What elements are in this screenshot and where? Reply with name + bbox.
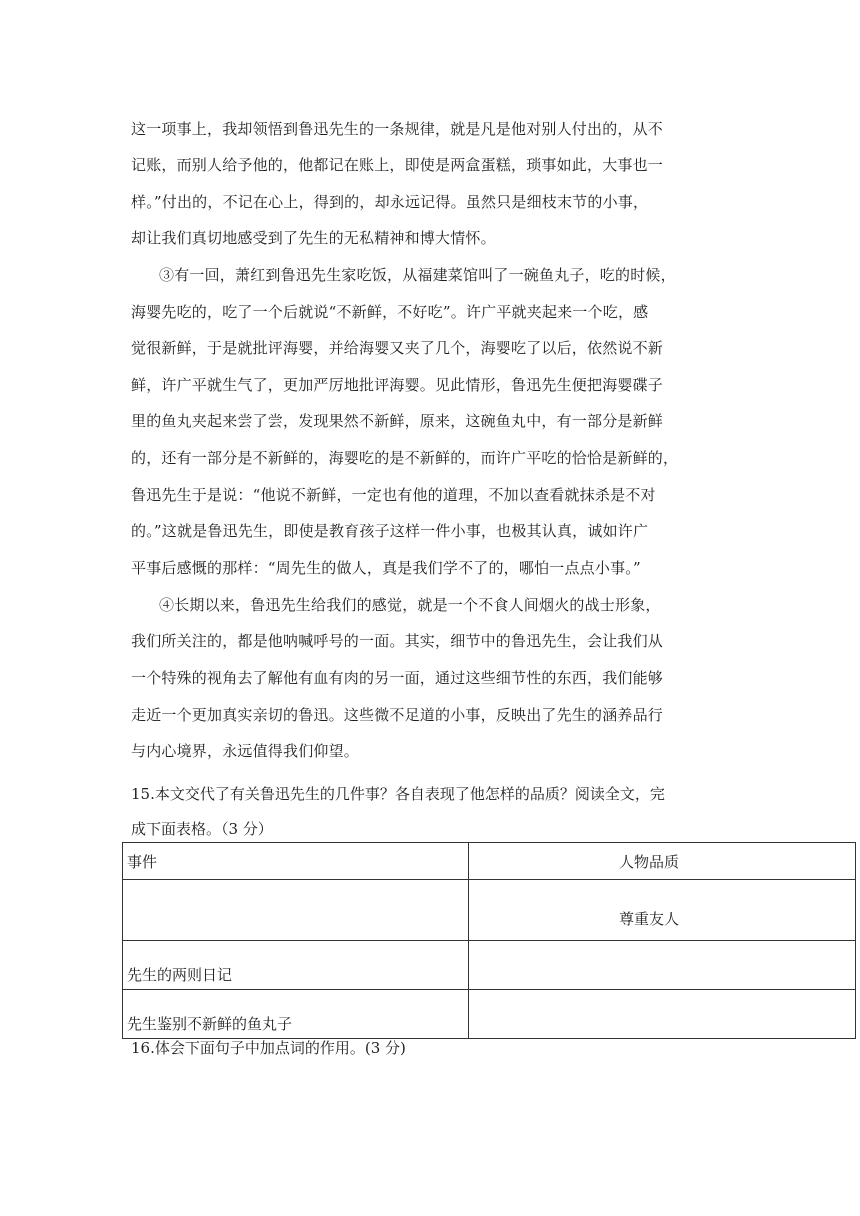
paragraph-line: 样。”付出的，不记在心上，得到的，却永远记得。虽然只是细枝末节的小事，	[131, 193, 649, 211]
paragraph-line: 的，还有一部分是不新鲜的，海婴吃的是不新鲜的，而许广平吃的恰恰是新鲜的，	[131, 449, 679, 467]
paragraph-line: 走近一个更加真实亲切的鲁迅。这些微不足道的小事，反映出了先生的涵养品行	[131, 706, 664, 724]
paragraph-line: 与内心境界，永远值得我们仰望。	[131, 742, 360, 760]
paragraph-line: 一个特殊的视角去了解他有血有肉的另一面，通过这些细节性的东西，我们能够	[131, 669, 664, 687]
paragraph-line: 觉很新鲜，于是就批评海婴，并给海婴又夹了几个，海婴吃了以后，依然说不新	[131, 339, 664, 357]
paragraph-line: 里的鱼丸夹起来尝了尝，发现果然不新鲜，原来，这碗鱼丸中，有一部分是新鲜	[131, 412, 664, 430]
paragraph-line: 记账，而别人给予他的，他都记在账上，即使是两盒蛋糕，琐事如此，大事也一	[131, 156, 664, 174]
paragraph-line: 海婴先吃的，吃了一个后就说“不新鲜，不好吃”。许广平就夹起来一个吃，感	[131, 303, 649, 321]
quality-cell[interactable]	[469, 941, 856, 990]
paragraph-line: 我们所关注的，都是他呐喊呼号的一面。其实，细节中的鲁迅先生，会让我们从	[131, 632, 664, 650]
paragraph-line: ④长期以来，鲁迅先生给我们的感觉，就是一个不食人间烟火的战士形象，	[159, 596, 661, 614]
event-cell[interactable]	[123, 880, 469, 941]
paragraph-line: 却让我们真切地感受到了先生的无私精神和博大情怀。	[131, 229, 496, 247]
paragraph-line: 的。”这就是鲁迅先生，即使是教育孩子这样一件小事，也极其认真，诚如许广	[131, 522, 649, 540]
table-row	[123, 941, 856, 990]
paragraph-line: 这一项事上，我却领悟到鲁迅先生的一条规律，就是凡是他对别人付出的，从不	[131, 120, 664, 138]
question-15-line: 15.本文交代了有关鲁迅先生的几件事？各自表现了他怎样的品质？阅读全文，完	[131, 785, 665, 803]
header-event: 事件	[123, 843, 469, 880]
question-16: 16.体会下面句子中加点词的作用。(3 分)	[131, 1039, 406, 1057]
header-quality: 人物品质	[469, 843, 856, 880]
paragraph-line: 平事后感慨的那样：“周先生的做人，真是我们学不了的，哪怕一点点小事。”	[131, 559, 641, 577]
paragraph-line: 鲜，许广平就生气了，更加严厉地批评海婴。见此情形，鲁迅先生便把海婴碟子	[131, 376, 664, 394]
event-cell: 先生鉴别不新鲜的鱼丸子	[123, 990, 469, 1039]
table-row	[123, 990, 856, 1039]
table-row	[123, 880, 856, 941]
paragraph-line: 鲁迅先生于是说：“他说不新鲜，一定也有他的道理，不加以查看就抹杀是不对	[131, 486, 656, 504]
quality-cell[interactable]	[469, 990, 856, 1039]
paragraph-line: ③有一回，萧红到鲁迅先生家吃饭，从福建菜馆叫了一碗鱼丸子，吃的时候，	[159, 266, 676, 284]
quality-cell: 尊重友人	[469, 880, 856, 941]
answer-table	[122, 842, 856, 1039]
question-15-line: 成下面表格。（3 分）	[131, 820, 273, 838]
table-header-row	[123, 843, 856, 880]
event-cell: 先生的两则日记	[123, 941, 469, 990]
